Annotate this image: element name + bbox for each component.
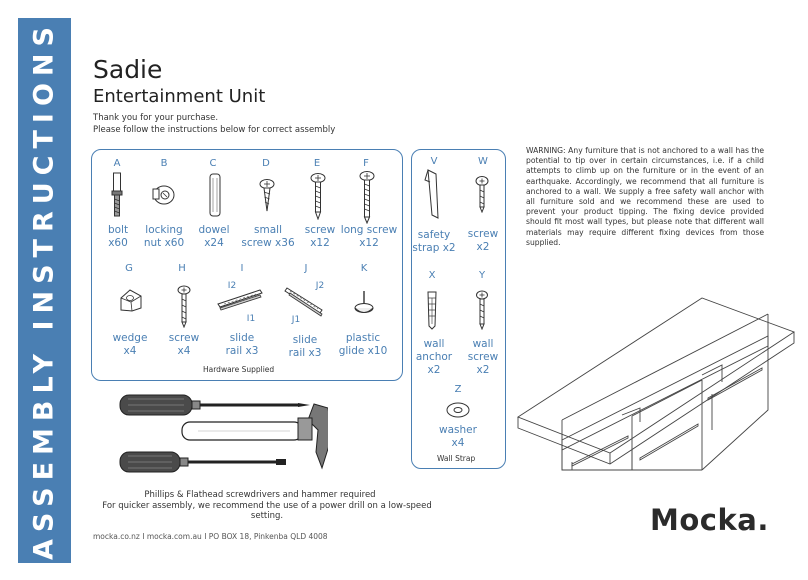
part-letter-v: V bbox=[430, 156, 438, 167]
part-label-f: long screw x12 bbox=[340, 224, 398, 249]
bolt-icon bbox=[110, 172, 124, 218]
product-subtitle: Entertainment Unit bbox=[93, 86, 266, 107]
footer-contact: mocka.co.nz I mocka.com.au I PO BOX 18, Pinkenba QLD 4008 bbox=[93, 532, 328, 541]
part-label-w: screw x2 bbox=[467, 228, 499, 253]
product-title: Sadie bbox=[93, 55, 163, 84]
part-label-g: wedge x4 bbox=[112, 332, 148, 357]
part-label-e: screw x12 bbox=[304, 224, 336, 249]
screw-e-icon bbox=[309, 172, 327, 220]
follow-text: Please follow the instructions below for correct assembly bbox=[93, 125, 336, 135]
slide-rail-j2-label: J2 bbox=[315, 281, 325, 291]
wall-anchor-icon bbox=[424, 290, 440, 330]
long-screw-icon bbox=[358, 170, 376, 224]
entertainment-unit-illustration bbox=[512, 290, 800, 480]
part-letter-k: K bbox=[360, 263, 368, 274]
hardware-caption: Hardware Supplied bbox=[203, 365, 275, 374]
flathead-screwdriver-icon bbox=[120, 452, 286, 472]
locking-nut-icon bbox=[151, 184, 177, 206]
screw-w-icon bbox=[474, 175, 490, 213]
warning-text: WARNING: Any furniture that is not anchored to a wall has the potential to tip over in certain circumstances, i.e. if a child attempts to climb up on the furniture or in the event of an earthquake. Accordingly, we recommend that all furniture is anchored to a wall. We supply a free safety wall anchor with all furniture sold and we recommend these are used to prevent your product tipping. The fixing device provided should fit most wall types, but please note that different wall materials may require different fixing devices from those supplied. bbox=[526, 146, 764, 247]
part-letter-h: H bbox=[178, 263, 186, 274]
part-label-c: dowel x24 bbox=[198, 224, 230, 249]
wall-strap-caption: Wall Strap bbox=[437, 454, 476, 463]
part-letter-j: J bbox=[304, 263, 308, 274]
part-letter-x: X bbox=[428, 270, 436, 281]
part-letter-b: B bbox=[160, 158, 168, 169]
part-letter-z: Z bbox=[454, 384, 462, 395]
part-letter-c: C bbox=[209, 158, 217, 169]
part-label-x: wall anchor x2 bbox=[415, 338, 453, 376]
part-label-k: plastic glide x10 bbox=[338, 332, 388, 357]
part-letter-i: I bbox=[240, 263, 244, 274]
part-label-j: slide rail x3 bbox=[288, 334, 322, 359]
slide-rail-i1-label: I1 bbox=[246, 314, 256, 324]
tools-illustration bbox=[118, 390, 328, 486]
screw-h-icon bbox=[175, 284, 193, 328]
safety-strap-icon bbox=[422, 168, 444, 220]
part-letter-f: F bbox=[363, 158, 369, 169]
brand-logo: Mocka. bbox=[650, 503, 769, 537]
part-label-v: safety strap x2 bbox=[412, 229, 456, 254]
part-letter-g: G bbox=[125, 263, 133, 274]
part-letter-e: E bbox=[313, 158, 321, 169]
part-label-b: locking nut x60 bbox=[143, 224, 185, 249]
phillips-screwdriver-icon bbox=[120, 395, 310, 415]
hammer-icon bbox=[182, 404, 328, 468]
part-letter-y: Y bbox=[478, 270, 486, 281]
part-label-d: small screw x36 bbox=[241, 224, 295, 249]
part-letter-d: D bbox=[262, 158, 270, 169]
sidebar-title: ASSEMBLY INSTRUCTIONS bbox=[28, 20, 60, 560]
part-letter-w: W bbox=[478, 156, 488, 167]
thanks-text: Thank you for your purchase. bbox=[93, 113, 219, 123]
part-label-y: wall screw x2 bbox=[467, 338, 499, 376]
part-label-h: screw x4 bbox=[168, 332, 200, 357]
part-letter-a: A bbox=[113, 158, 121, 169]
part-label-z: washer x4 bbox=[439, 424, 477, 449]
dowel-icon bbox=[208, 172, 222, 218]
slide-rail-i2-label: I2 bbox=[227, 281, 237, 291]
slide-rail-j1-label: J1 bbox=[291, 315, 301, 325]
plastic-glide-icon bbox=[352, 290, 376, 316]
wall-screw-icon bbox=[474, 290, 490, 330]
part-label-a: bolt x60 bbox=[107, 224, 129, 249]
small-screw-icon bbox=[258, 178, 276, 212]
washer-icon bbox=[445, 401, 471, 419]
wedge-icon bbox=[118, 288, 144, 312]
power-drill-text: For quicker assembly, we recommend the use of a power drill on a low-speed setting. bbox=[102, 501, 432, 521]
part-label-i: slide rail x3 bbox=[225, 332, 259, 357]
tools-required-text: Phillips & Flathead screwdrivers and hammer required bbox=[144, 490, 376, 500]
